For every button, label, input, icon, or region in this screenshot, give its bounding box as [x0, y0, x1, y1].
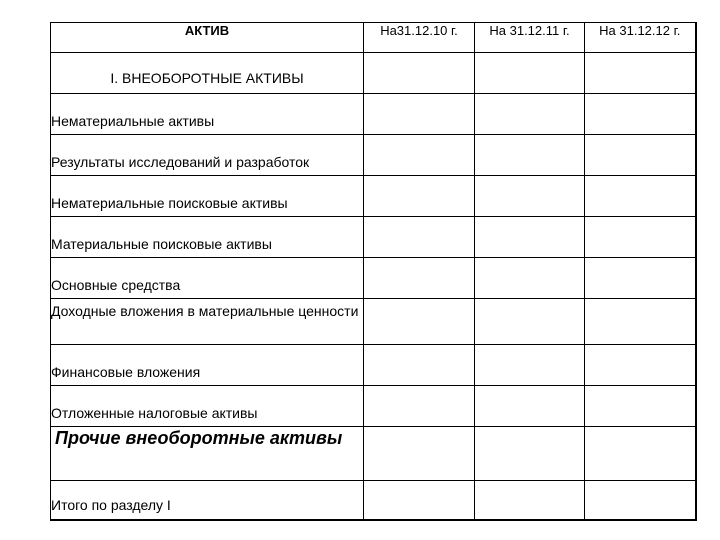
value-cell[interactable]: [475, 299, 585, 345]
header-aktiv: АКТИВ: [51, 23, 364, 53]
value-cell[interactable]: [585, 345, 696, 386]
value-cell[interactable]: [364, 299, 475, 345]
value-cell[interactable]: [585, 299, 696, 345]
value-cell[interactable]: [364, 53, 475, 94]
row-label: Нематериальные активы: [51, 113, 215, 129]
row-label: Итого по разделу I: [51, 497, 171, 513]
value-cell[interactable]: [475, 135, 585, 176]
section-title: I. ВНЕОБОРОТНЫЕ АКТИВЫ: [110, 70, 304, 86]
table-row: [51, 176, 696, 217]
value-cell[interactable]: [475, 386, 585, 427]
table-row: [51, 217, 696, 258]
value-cell[interactable]: [475, 217, 585, 258]
table-row: [51, 386, 696, 427]
table-row: [51, 427, 696, 481]
value-cell[interactable]: [475, 427, 585, 481]
value-cell[interactable]: [364, 217, 475, 258]
value-cell[interactable]: [475, 94, 585, 135]
value-cell[interactable]: [475, 176, 585, 217]
value-cell[interactable]: [475, 345, 585, 386]
row-label: Прочие внеоборотные активы: [55, 428, 343, 448]
table-row: [51, 345, 696, 386]
value-cell[interactable]: [475, 258, 585, 299]
value-cell[interactable]: [585, 53, 696, 94]
value-cell[interactable]: [585, 135, 696, 176]
value-cell[interactable]: [585, 427, 696, 481]
table-row: [51, 94, 696, 135]
table-row: [51, 53, 696, 94]
row-label: Результаты исследований и разработок: [51, 154, 310, 170]
row-label: Финансовые вложения: [51, 364, 201, 380]
header-2012: На 31.12.12 г.: [585, 23, 696, 53]
value-cell[interactable]: [364, 481, 475, 520]
value-cell[interactable]: [364, 386, 475, 427]
table-row: [51, 481, 696, 520]
value-cell[interactable]: [585, 176, 696, 217]
row-label: Основные средства: [51, 277, 181, 293]
value-cell[interactable]: [475, 481, 585, 520]
balance-sheet-table: [50, 22, 697, 521]
value-cell[interactable]: [585, 258, 696, 299]
value-cell[interactable]: [585, 94, 696, 135]
value-cell[interactable]: [585, 386, 696, 427]
value-cell[interactable]: [585, 217, 696, 258]
value-cell[interactable]: [364, 258, 475, 299]
row-label: Нематериальные поисковые активы: [51, 195, 288, 211]
table-header-row: [51, 23, 696, 53]
value-cell[interactable]: [364, 176, 475, 217]
value-cell[interactable]: [364, 345, 475, 386]
value-cell[interactable]: [364, 135, 475, 176]
value-cell[interactable]: [475, 53, 585, 94]
value-cell[interactable]: [585, 481, 696, 520]
header-2011: На 31.12.11 г.: [475, 23, 585, 53]
row-label: Доходные вложения в материальные ценности: [51, 303, 359, 319]
header-2010: На31.12.10 г.: [364, 23, 475, 53]
table-row: [51, 258, 696, 299]
table-row: [51, 299, 696, 345]
row-label: Отложенные налоговые активы: [51, 405, 258, 421]
row-label: Материальные поисковые активы: [51, 236, 272, 252]
table-row: [51, 135, 696, 176]
value-cell[interactable]: [364, 427, 475, 481]
value-cell[interactable]: [364, 94, 475, 135]
